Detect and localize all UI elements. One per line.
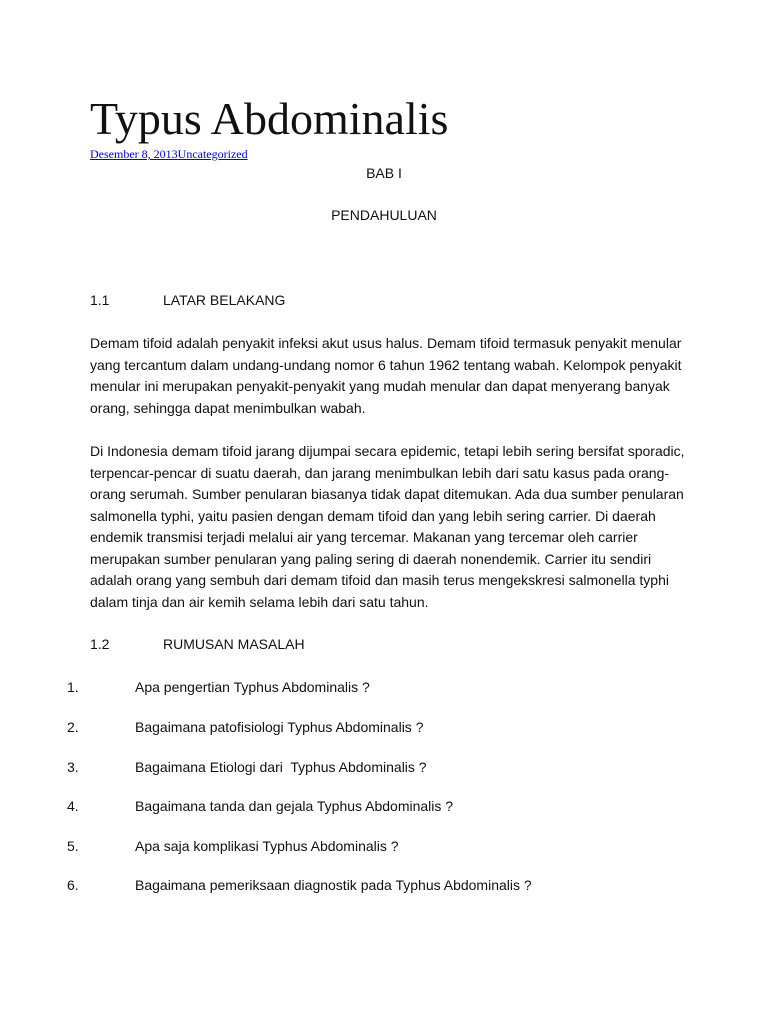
section-title: RUMUSAN MASALAH (163, 636, 305, 652)
paragraph: Demam tifoid adalah penyakit infeksi akut usus halus. Demam tifoid termasuk penyakit menular yang tercantum dalam undang-undang nomor 6 tahun 1962 tentang wabah. Kelompok penyakit menular ini merupakan penyakit-penyakit yang mudah menular dan dapat menyerang banyak orang, sehingga dapat menimbulkan wabah. (90, 335, 682, 416)
section-heading-rumusan-masalah (90, 634, 305, 654)
list-item (67, 796, 453, 816)
section-heading-latar-belakang (90, 290, 285, 310)
list-text: Apa pengertian Typhus Abdominalis ? (135, 679, 370, 695)
section-number: 1.2 (90, 636, 110, 652)
article-title: Typus Abdominalis (90, 93, 449, 144)
post-date-link[interactable]: Desember 8, 2013 (90, 147, 178, 161)
list-number: 5. (67, 838, 79, 854)
list-item (67, 757, 427, 777)
list-text: Bagaimana Etiologi dari Typhus Abdominalis ? (135, 759, 427, 775)
list-item (67, 677, 370, 697)
list-number: 1. (67, 679, 79, 695)
list-item (67, 717, 423, 737)
list-number: 2. (67, 719, 79, 735)
paragraph: Di Indonesia demam tifoid jarang dijumpai secara epidemic, tetapi lebih sering bersifat sporadic, terpencar-pencar di suatu daerah, dan jarang menimbulkan lebih dari satu kasus pada orang-orang serumah. Sumber penularan biasanya tidak dapat ditemukan. Ada dua sumber penularan salmonella typhi, yaitu pasien dengan demam tifoid dan yang lebih sering carrier. Di daerah endemik transmisi terjadi melalui air yang tercemar. Makanan yang tercemar oleh carrier merupakan sumber penularan yang paling sering di daerah nonendemik. Carrier itu sendiri adalah orang yang sembuh dari demam tifoid dan masih terus mengekskresi salmonella typhi dalam tinja dan air kemih selama lebih dari satu tahun. (90, 443, 685, 610)
list-number: 4. (67, 798, 79, 814)
section-title: LATAR BELAKANG (163, 292, 286, 308)
post-meta (90, 146, 248, 162)
list-text: Bagaimana tanda dan gejala Typhus Abdominalis ? (135, 798, 454, 814)
list-number: 6. (67, 877, 79, 893)
list-item (67, 875, 532, 895)
list-text: Apa saja komplikasi Typhus Abdominalis ? (135, 838, 399, 854)
chapter-label: BAB I (366, 165, 402, 181)
section-number: 1.1 (90, 292, 110, 308)
list-text: Bagaimana patofisiologi Typhus Abdominalis ? (135, 719, 424, 735)
list-item (67, 836, 399, 856)
post-category-link[interactable]: Uncategorized (177, 147, 248, 161)
chapter-title: PENDAHULUAN (331, 207, 437, 223)
list-number: 3. (67, 759, 79, 775)
list-text: Bagaimana pemeriksaan diagnostik pada Typhus Abdominalis ? (135, 877, 532, 893)
